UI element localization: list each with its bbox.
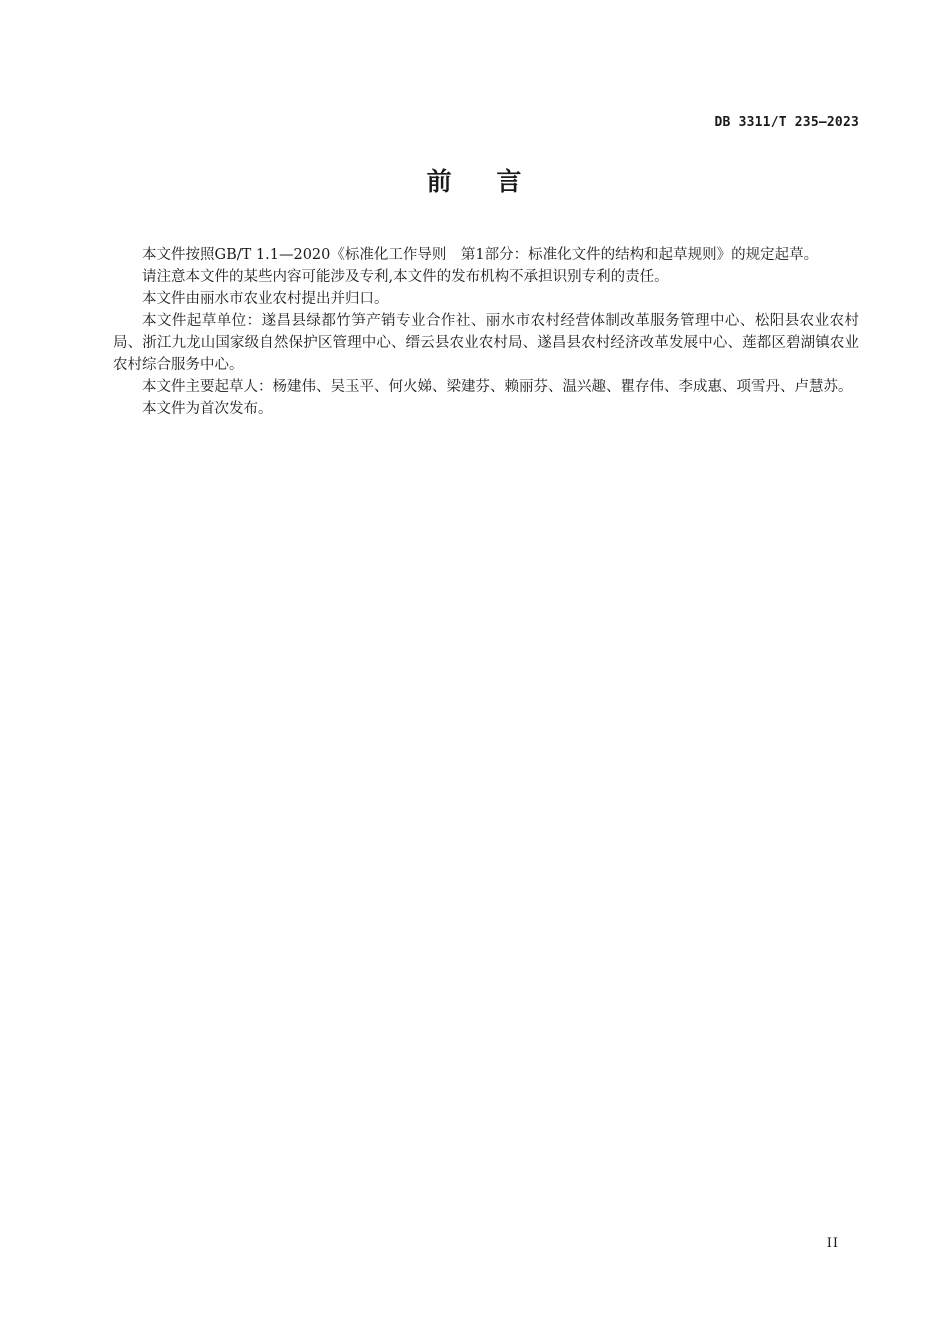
paragraph-drafting-rules: 本文件按照GB/T 1.1—2020《标准化工作导则 第1部分：标准化文件的结构和起草规则》的规定起草。	[142, 247, 819, 263]
page-title: 前 言	[426, 167, 524, 196]
paragraph-first-release: 本文件为首次发布。	[142, 401, 273, 417]
foreword-body	[113, 244, 859, 420]
paragraph-drafting-units: 本文件起草单位：遂昌县绿都竹笋产销专业合作社、丽水市农村经营体制改革服务管理中心、松阳县农业农村局、浙江九龙山国家级自然保护区管理中心、缙云县农业农村局、遂昌县农村经济改革发展中心、莲都区碧湖镇农业农村综合服务中心。	[113, 313, 859, 373]
paragraph-drafters: 本文件主要起草人：杨建伟、吴玉平、何火娣、梁建芬、赖丽芬、温兴趣、瞿存伟、李成惠、项雪丹、卢慧苏。	[142, 379, 853, 395]
page-number: II	[826, 1236, 839, 1251]
paragraph-proposer: 本文件由丽水市农业农村提出并归口。	[142, 291, 389, 307]
document-id: DB 3311/T 235—2023	[714, 115, 859, 130]
paragraph-patent-notice: 请注意本文件的某些内容可能涉及专利,本文件的发布机构不承担识别专利的责任。	[142, 269, 669, 285]
